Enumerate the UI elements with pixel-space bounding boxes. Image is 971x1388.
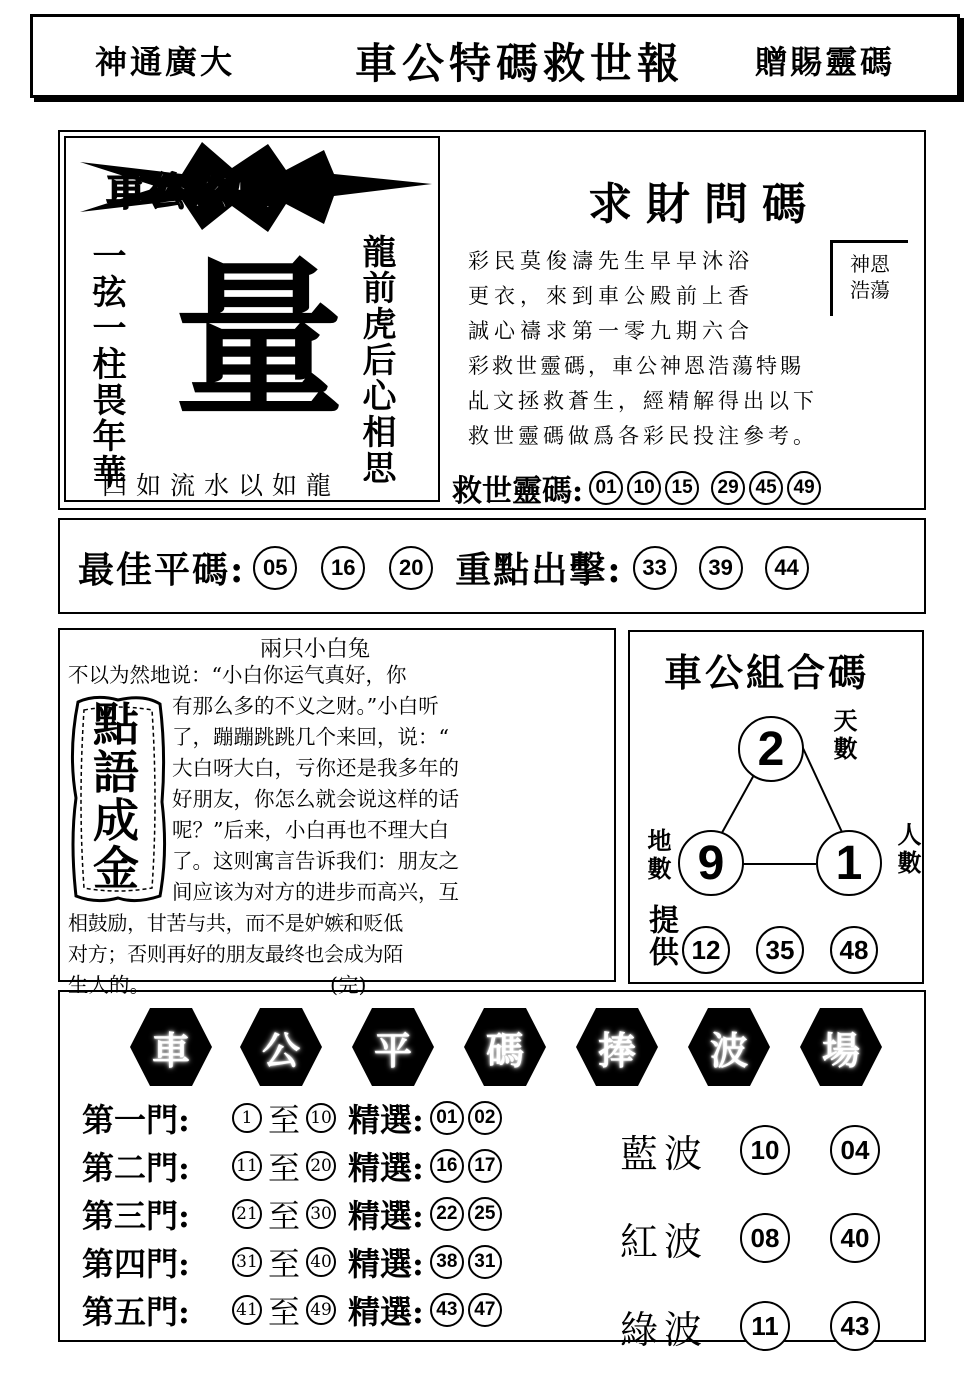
xuanji-left-poem: 一弦一柱畏年華 xyxy=(86,238,126,490)
story-line: 大白呀大白，亏你还是我多年的 xyxy=(172,756,459,780)
gate-to: 40 xyxy=(306,1247,336,1277)
qiucai-line: 彩民莫俊濤先生早早沐浴 xyxy=(468,249,754,273)
title-hex xyxy=(798,1004,884,1090)
combo-title: 車公組合碼 xyxy=(664,650,870,695)
story-line: 不以为然地说：“小白你运气真好，你 xyxy=(68,663,407,687)
gate-to: 10 xyxy=(306,1103,336,1133)
gate-from: 11 xyxy=(232,1151,262,1181)
jiushi-number: 45 xyxy=(749,471,783,505)
xuanji-banner: 車公玄機 xyxy=(106,168,274,215)
gate-pick: 22 xyxy=(430,1197,464,1231)
gate-row xyxy=(82,1238,502,1286)
wave-number: 08 xyxy=(740,1213,790,1263)
xuanji-right-poem: 龍前虎后心相思 xyxy=(356,234,396,486)
gate-to: 20 xyxy=(306,1151,336,1181)
xuanji-bottom-line: 四如流水以如龍 xyxy=(102,471,341,500)
header-banner xyxy=(30,14,960,98)
gate-row xyxy=(82,1190,502,1238)
best-number: 05 xyxy=(253,546,297,590)
focus-label: 重點出擊: xyxy=(455,549,623,591)
gate-pick: 17 xyxy=(468,1149,502,1183)
story-end: (完) xyxy=(330,973,367,997)
qiucai-line: 誠心禱求第一零九期六合 xyxy=(468,319,754,343)
gate-pick: 16 xyxy=(430,1149,464,1183)
combo-number: 35 xyxy=(756,926,804,974)
wave-row xyxy=(620,1106,880,1194)
story-line: 了。这则寓言告诉我们：朋友之 xyxy=(172,849,459,873)
gate-pick-label: 精選: xyxy=(348,1101,424,1139)
gate-sep: 至 xyxy=(268,1197,301,1235)
story-line: 对方；否则再好的朋友最终也会成为陌 xyxy=(68,942,403,966)
focus-number: 39 xyxy=(699,546,743,590)
wave-number: 43 xyxy=(830,1301,880,1351)
title-hex xyxy=(350,1004,436,1090)
wave-number: 10 xyxy=(740,1125,790,1175)
waves-list xyxy=(620,1106,880,1370)
wave-number: 04 xyxy=(830,1125,880,1175)
bangbo-box xyxy=(58,990,926,1352)
gate-pick: 38 xyxy=(430,1245,464,1279)
title-char: 場 xyxy=(821,1027,860,1073)
story-line: 了，蹦蹦跳跳几个来回，说：“ xyxy=(172,725,449,749)
qiucai-title: 求財問碼 xyxy=(588,179,820,230)
gate-to: 30 xyxy=(306,1199,336,1229)
di-label: 地數 xyxy=(643,828,672,884)
tian-label: 天數 xyxy=(829,708,858,764)
story-line: 相鼓励，甘苦与共，而不是妒嫉和贬低 xyxy=(68,911,403,935)
header-title: 車公特碼救世報 xyxy=(355,39,685,88)
gate-to: 49 xyxy=(306,1295,336,1325)
story-line: 有那么多的不义之财。”小白听 xyxy=(172,694,439,718)
story-line: 呢？”后来，小白再也不理大白 xyxy=(172,818,449,842)
gate-pick: 31 xyxy=(468,1245,502,1279)
tian-number: 2 xyxy=(738,716,804,782)
wave-label: 藍波 xyxy=(620,1131,709,1176)
gate-pick-label: 精選: xyxy=(348,1245,424,1283)
best-numbers-box xyxy=(58,518,926,614)
title-char: 捧 xyxy=(597,1027,636,1073)
best-row xyxy=(78,542,809,593)
ren-number: 1 xyxy=(816,830,882,896)
jiushi-number: 10 xyxy=(627,471,661,505)
jiushi-row xyxy=(452,466,821,510)
title-char: 平 xyxy=(373,1027,412,1073)
gate-pick: 47 xyxy=(468,1293,502,1327)
best-number: 16 xyxy=(321,546,365,590)
focus-number: 44 xyxy=(765,546,809,590)
gate-pick: 25 xyxy=(468,1197,502,1231)
best-number: 20 xyxy=(389,546,433,590)
wave-row xyxy=(620,1282,880,1370)
gate-sep: 至 xyxy=(268,1101,301,1139)
gate-pick: 01 xyxy=(430,1101,464,1135)
gate-pick: 43 xyxy=(430,1293,464,1327)
qiucai-line: 乩文拯救蒼生，經精解得出以下 xyxy=(468,389,818,413)
gate-row xyxy=(82,1094,502,1142)
title-hex xyxy=(128,1004,214,1090)
title-char: 碼 xyxy=(485,1027,524,1073)
gate-label: 第四門: xyxy=(82,1245,190,1283)
title-hex xyxy=(574,1004,660,1090)
xuanji-big-char: 量 xyxy=(174,240,345,440)
wave-label: 紅波 xyxy=(620,1219,709,1264)
section-top-frame xyxy=(58,130,926,510)
gate-from: 31 xyxy=(232,1247,262,1277)
xuanji-box xyxy=(64,136,440,502)
story-box xyxy=(58,628,616,997)
title-char: 波 xyxy=(709,1027,748,1073)
gate-sep: 至 xyxy=(268,1245,301,1283)
header-left-text: 神通廣大 xyxy=(95,43,236,81)
combo-number: 12 xyxy=(682,926,730,974)
gate-sep: 至 xyxy=(268,1293,301,1331)
wave-number: 40 xyxy=(830,1213,880,1263)
gate-pick-label: 精選: xyxy=(348,1149,424,1187)
gate-pick-label: 精選: xyxy=(348,1293,424,1331)
gate-label: 第一門: xyxy=(82,1101,190,1139)
jiushi-number: 01 xyxy=(589,471,623,505)
gate-pick-label: 精選: xyxy=(348,1197,424,1235)
jiushi-label: 救世靈碼: xyxy=(452,474,584,509)
di-number: 9 xyxy=(678,830,744,896)
wave-row xyxy=(620,1194,880,1282)
title-char: 公 xyxy=(261,1027,300,1073)
qiucai-line: 更衣，來到車公殿前上香 xyxy=(468,284,754,308)
title-hex xyxy=(462,1004,548,1090)
combo-number: 48 xyxy=(830,926,878,974)
title-hex xyxy=(238,1004,324,1090)
qiucai-line: 救世靈碼做爲各彩民投注參考。 xyxy=(468,424,818,448)
qiucai-line: 彩救世靈碼，車公神恩浩蕩特賜 xyxy=(468,354,804,378)
jiushi-number: 49 xyxy=(787,471,821,505)
qiucai-stamp xyxy=(830,240,908,316)
gate-from: 1 xyxy=(232,1103,262,1133)
focus-number: 33 xyxy=(633,546,677,590)
header-right-text: 贈賜靈碼 xyxy=(755,43,896,81)
wave-label: 綠波 xyxy=(620,1307,709,1352)
qiucai-text xyxy=(468,244,818,454)
gate-label: 第五門: xyxy=(82,1293,190,1331)
combo-provide: 提供 xyxy=(643,904,678,968)
combo-numbers-row xyxy=(682,926,878,974)
gate-label: 第三門: xyxy=(82,1197,190,1235)
combo-box xyxy=(628,630,924,984)
gate-from: 21 xyxy=(232,1199,262,1229)
best-label: 最佳平碼: xyxy=(78,549,246,591)
qiucai-stamp-text: 神恩浩蕩 xyxy=(850,252,890,302)
jiushi-number: 29 xyxy=(711,471,745,505)
gate-pick: 02 xyxy=(468,1101,502,1135)
gate-from: 41 xyxy=(232,1295,262,1325)
gate-sep: 至 xyxy=(268,1149,301,1187)
story-badge: 點語成金 xyxy=(86,700,140,892)
gate-row xyxy=(82,1142,502,1190)
gate-label: 第二門: xyxy=(82,1149,190,1187)
title-char: 車 xyxy=(151,1027,190,1073)
title-hex xyxy=(686,1004,772,1090)
gate-row xyxy=(82,1286,502,1334)
gates-list xyxy=(82,1094,502,1334)
jiushi-number: 15 xyxy=(665,471,699,505)
ren-label: 人數 xyxy=(893,822,922,878)
story-last-line: 生人的。 xyxy=(68,973,150,997)
story-line: 好朋友，你怎么就会说这样的话 xyxy=(172,787,459,811)
story-line: 间应该为对方的进步而高兴，互 xyxy=(172,880,459,904)
story-title: 兩只小白兔 xyxy=(260,637,371,662)
wave-number: 11 xyxy=(740,1301,790,1351)
